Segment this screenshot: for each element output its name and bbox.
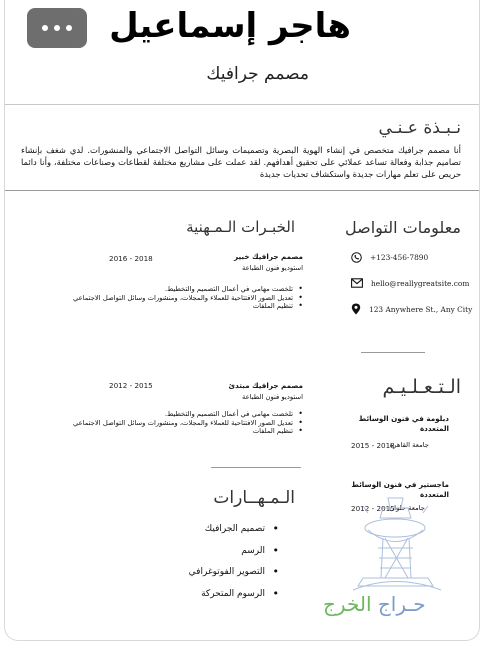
job-1-dates: 2016 - 2018	[109, 254, 153, 263]
email-icon	[351, 278, 363, 288]
job-1-company: استوديو فنون الطباعة	[241, 264, 303, 272]
more-dot-icon	[42, 25, 48, 31]
about-title: نـبـذة عـنـي	[378, 118, 461, 138]
contact-address	[351, 303, 472, 315]
skill-item: • الرسوم المتحركة	[189, 587, 279, 609]
more-dot-icon	[66, 25, 72, 31]
about-text: أنا مصمم جرافيك متخصص في إنشاء الهوية البصرية وتصميمات وسائل التواصل الاجتماعي والمنشورات. لدي شغف بإنشاء تصاميم جذابة وفعالة تساعد عملائي على تحقيق أهدافهم. لقد عملت على مشاريع مختلفة لقطاعات وصناعات مختلفة، وأنا دائما حريص على تعلم مهارات جديدة واستكشاف تحديات جديدة	[21, 145, 461, 179]
edu-2-school: جامعة حلوان	[389, 504, 425, 512]
contact-email	[351, 278, 469, 288]
contact-divider	[361, 352, 425, 353]
edu-1-degree: دبلومة في فنون الوسائط المتعددة	[358, 414, 449, 433]
job-2-company: استوديو فنون الطباعة	[241, 393, 303, 401]
location-pin-icon	[351, 303, 361, 315]
job-1-bullets	[73, 285, 303, 311]
watermark-word-alkharj: الخرج	[323, 592, 372, 616]
about-divider	[5, 190, 479, 191]
job-1-bullet: • تنظيم الملفات	[73, 302, 303, 311]
skills-title: الـمـهــارات	[213, 488, 295, 508]
phone-icon	[351, 252, 362, 263]
address-text: 123 Anywhere St., Any City	[369, 304, 473, 314]
skill-item: • التصوير الفوتوغرافي	[189, 565, 279, 587]
header-divider	[5, 104, 479, 105]
job-2-bullet: • تعديل الصور الافتتاحية للعملاء والمجلات، ومنشورات وسائل التواصل الاجتماعي	[73, 419, 303, 428]
edu-2-degree: ماجستير في فنون الوسائط المتعددة	[351, 480, 449, 499]
watermark-word-haraj: حـراج	[377, 592, 426, 616]
edu-2-dates: 2012 - 2015	[351, 504, 395, 513]
experience-title: الخبـرات الـمـهنية	[186, 218, 295, 236]
job-2-bullet: • تنظيم الملفات	[73, 427, 303, 436]
resume-page	[4, 0, 480, 641]
edu-1-school: جامعة القاهرة	[389, 441, 429, 449]
skill-item: • تصميم الجرافيك	[189, 522, 279, 544]
experience-divider	[211, 467, 301, 468]
job-2-bullet: • تلخصت مهامي في أعمال التصميم والتخطيط.	[73, 410, 303, 419]
edu-1-dates: 2015 - 2018	[351, 441, 395, 450]
more-options-button[interactable]	[27, 8, 87, 48]
job-1-role: مصمم جرافيك خبير	[234, 252, 303, 261]
job-1-bullet: • تعديل الصور الافتتاحية للعملاء والمجلات، ومنشورات وسائل التواصل الاجتماعي	[73, 294, 303, 303]
job-2-dates: 2012 - 2015	[109, 381, 153, 390]
job-2-role: مصمم جرافيك مبتدئ	[228, 381, 303, 390]
phone-text: +123-456-7890	[370, 253, 429, 262]
contact-phone	[351, 252, 428, 263]
more-dot-icon	[54, 25, 60, 31]
job-1-bullet: • تلخصت مهامي في أعمال التصميم والتخطيط.	[73, 285, 303, 294]
resume-name: هاجر إسماعيل	[109, 6, 351, 46]
job-2-bullets	[73, 410, 303, 436]
contact-title: معلومات التواصل	[344, 218, 461, 237]
resume-job-title: مصمم جرافيك	[206, 64, 309, 84]
education-title: الـتـعـلـيـم	[382, 376, 461, 398]
watermark-text	[323, 592, 426, 616]
skill-item: • الرسم	[189, 544, 279, 566]
skills-list	[189, 522, 279, 608]
email-text: hello@reallygreatsite.com	[371, 278, 470, 288]
